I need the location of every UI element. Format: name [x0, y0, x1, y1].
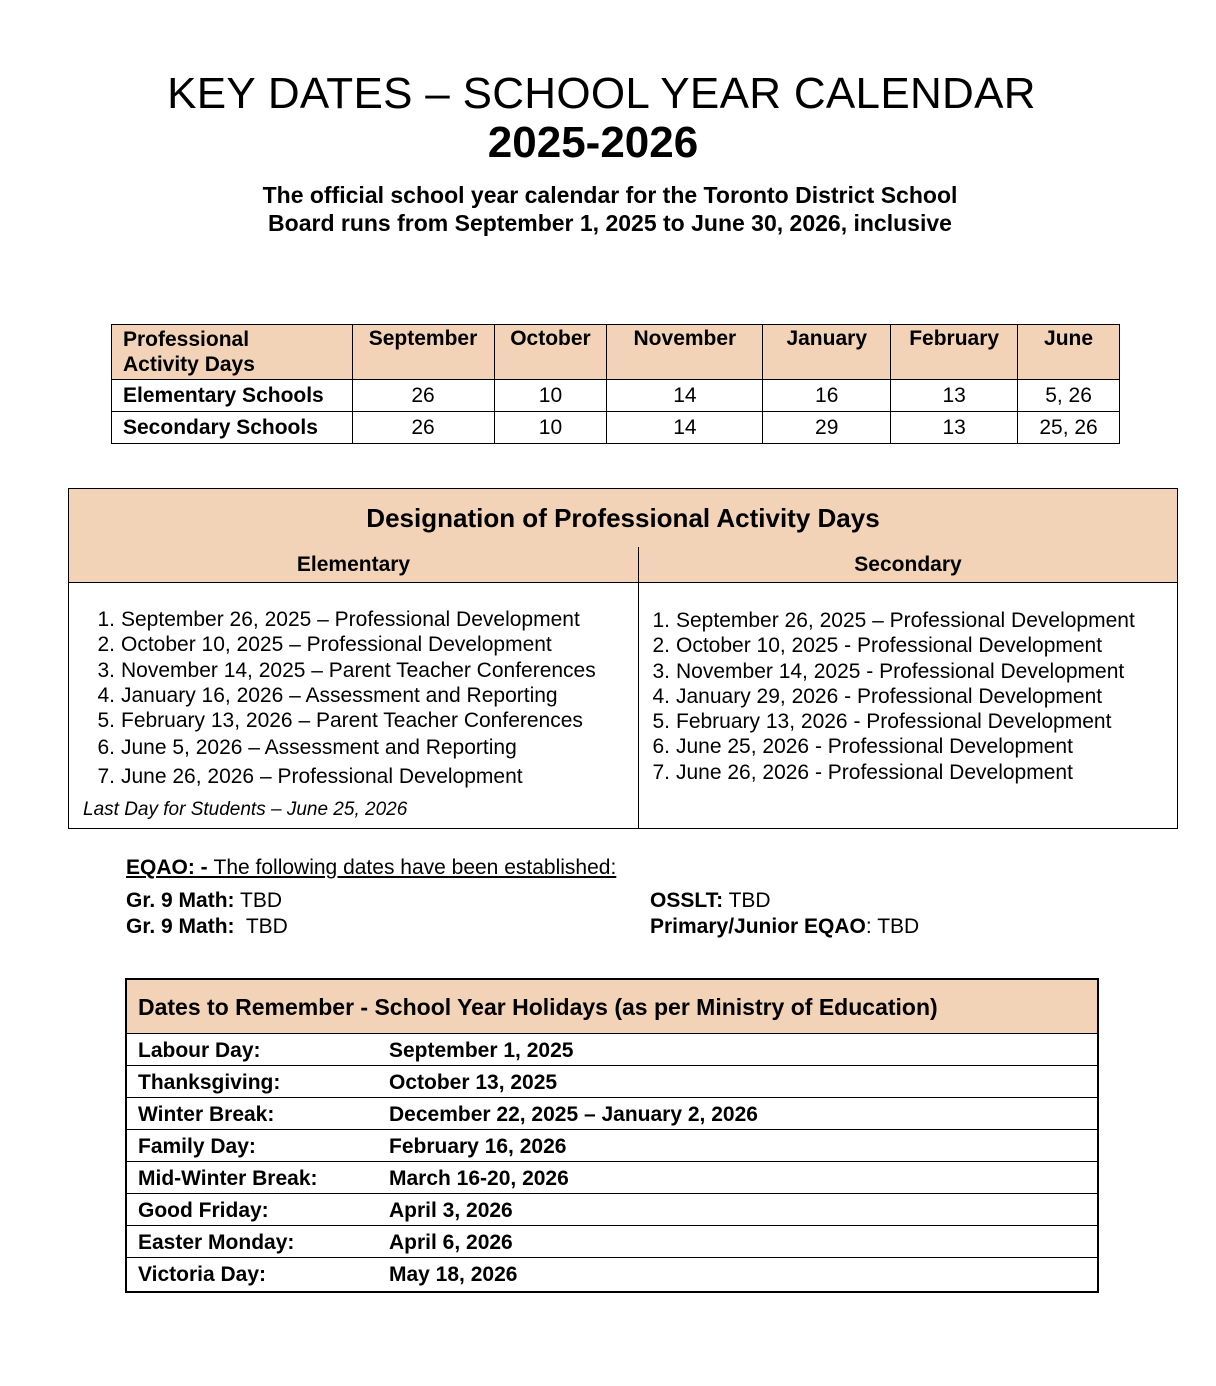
holiday-label: Winter Break: [138, 1103, 275, 1126]
list-text: June 5, 2026 – Assessment and Reporting [121, 736, 517, 760]
subtitle-line-1: The official school year calendar for the Toronto District School [262, 182, 958, 208]
subtitle-line-2: Board runs from September 1, 2025 to June 30, 2026, inclusive [268, 210, 952, 236]
holiday-label: Labour Day: [138, 1039, 261, 1062]
pa-header-line-1: Professional [123, 328, 250, 351]
list-number: 1. [652, 609, 670, 632]
month-header: January [763, 325, 891, 380]
designation-box [68, 488, 1178, 829]
holiday-row [127, 1258, 1097, 1289]
list-item [650, 709, 1135, 734]
table-cell: 13 [891, 380, 1018, 412]
eqao-label: OSSLT: [650, 889, 724, 912]
holidays-title: Dates to Remember - School Year Holidays (as per Ministry of Education) [127, 980, 1097, 1034]
holiday-date: April 3, 2026 [389, 1199, 513, 1222]
holiday-row [127, 1162, 1097, 1194]
list-item [650, 734, 1135, 759]
column-divider [638, 547, 639, 828]
pa-table-corner-header [112, 325, 353, 380]
pa-header-line-2: Activity Days [123, 353, 255, 376]
list-text: January 16, 2026 – Assessment and Reporting [121, 683, 558, 707]
eqao-heading-label: EQAO: - [126, 856, 214, 879]
list-number: 3. [97, 658, 115, 682]
month-header: February [891, 325, 1018, 380]
holiday-label: Good Friday: [138, 1199, 269, 1222]
table-cell: 14 [607, 412, 763, 444]
table-cell: 13 [891, 412, 1018, 444]
holiday-row [127, 1130, 1097, 1162]
secondary-header: Secondary [639, 547, 1177, 583]
list-text: November 14, 2025 - Professional Development [676, 659, 1125, 683]
eqao-label: Gr. 9 Math: [126, 915, 235, 938]
list-item [650, 684, 1135, 709]
list-text: February 13, 2026 - Professional Development [676, 710, 1112, 734]
list-item [650, 659, 1135, 684]
list-number: 7. [652, 760, 670, 784]
holiday-row [127, 1066, 1097, 1098]
list-number: 3. [652, 659, 670, 683]
eqao-heading-text: The following dates have been established: [213, 856, 617, 879]
list-number: 2. [652, 634, 670, 658]
school-year: 2025-2026 [487, 118, 699, 167]
holiday-label: Family Day: [138, 1135, 256, 1158]
list-text: June 25, 2026 - Professional Development [676, 735, 1073, 759]
table-cell: 25, 26 [1018, 412, 1120, 444]
list-item [89, 764, 596, 789]
eqao-value: TBD [234, 889, 282, 912]
elementary-list [89, 607, 596, 789]
pa-table-header-row [112, 325, 1120, 380]
list-text: February 13, 2026 – Parent Teacher Conferences [121, 709, 583, 733]
holiday-date: February 16, 2026 [389, 1135, 567, 1158]
list-number: 1. [97, 608, 115, 631]
holiday-date: October 13, 2025 [389, 1071, 558, 1094]
table-cell: 10 [494, 380, 607, 412]
holiday-date: December 22, 2025 – January 2, 2026 [389, 1103, 758, 1126]
list-number: 6. [652, 735, 670, 759]
row-label: Secondary Schools [112, 412, 353, 444]
list-number: 2. [97, 633, 115, 657]
holiday-date: May 18, 2026 [389, 1263, 518, 1286]
eqao-item [126, 915, 288, 939]
designation-title: Designation of Professional Activity Days [69, 489, 1177, 548]
list-item [89, 658, 596, 683]
holiday-row [127, 1226, 1097, 1258]
list-text: October 10, 2025 - Professional Development [676, 634, 1103, 658]
month-header: June [1018, 325, 1120, 380]
page-title: KEY DATES – SCHOOL YEAR CALENDAR [167, 69, 1036, 118]
list-number: 6. [97, 736, 115, 760]
table-row [112, 380, 1120, 412]
eqao-item [650, 889, 771, 913]
list-item [89, 735, 596, 760]
holidays-box [125, 978, 1099, 1293]
holiday-date: March 16-20, 2026 [389, 1167, 569, 1190]
eqao-label: Primary/Junior EQAO [650, 915, 866, 938]
list-item [89, 683, 596, 708]
list-number: 4. [652, 684, 670, 708]
elementary-header: Elementary [69, 547, 638, 583]
holiday-label: Mid-Winter Break: [138, 1167, 318, 1190]
list-item [650, 760, 1135, 785]
list-item [89, 708, 596, 733]
eqao-item [650, 915, 919, 939]
month-header: November [607, 325, 763, 380]
holiday-label: Thanksgiving: [138, 1071, 281, 1094]
list-number: 5. [97, 709, 115, 733]
subtitle [0, 181, 1216, 237]
table-cell: 26 [352, 412, 494, 444]
list-item [650, 608, 1135, 633]
row-label: Elementary Schools [112, 380, 353, 412]
list-text: June 26, 2026 - Professional Development [676, 760, 1073, 784]
eqao-heading [126, 856, 616, 880]
table-cell: 16 [763, 380, 891, 412]
table-cell: 14 [607, 380, 763, 412]
holiday-row [127, 1034, 1097, 1066]
eqao-value: : TBD [865, 915, 920, 938]
list-text: November 14, 2025 – Parent Teacher Conferences [121, 658, 596, 682]
pa-days-table [111, 324, 1120, 444]
list-item [89, 607, 596, 632]
table-cell: 10 [494, 412, 607, 444]
list-item [89, 632, 596, 657]
eqao-value: TBD [234, 915, 288, 938]
table-cell: 5, 26 [1018, 380, 1120, 412]
secondary-list [650, 608, 1135, 785]
holiday-label: Victoria Day: [138, 1263, 266, 1286]
list-number: 7. [97, 764, 115, 788]
list-number: 5. [652, 710, 670, 734]
list-item [650, 633, 1135, 658]
eqao-label: Gr. 9 Math: [126, 889, 235, 912]
holiday-date: September 1, 2025 [389, 1039, 574, 1062]
holiday-date: April 6, 2026 [389, 1231, 513, 1254]
list-number: 4. [97, 683, 115, 707]
list-text: October 10, 2025 – Professional Development [121, 633, 552, 657]
list-text: September 26, 2025 – Professional Development [121, 608, 580, 631]
month-header: October [494, 325, 607, 380]
eqao-value: TBD [723, 889, 771, 912]
list-text: January 29, 2026 - Professional Development [676, 684, 1103, 708]
holiday-row [127, 1098, 1097, 1130]
table-row [112, 412, 1120, 444]
month-header: September [352, 325, 494, 380]
table-cell: 29 [763, 412, 891, 444]
eqao-item [126, 889, 282, 913]
holiday-label: Easter Monday: [138, 1231, 295, 1254]
list-text: June 26, 2026 – Professional Development [121, 764, 523, 788]
table-cell: 26 [352, 380, 494, 412]
last-day-note: Last Day for Students – June 25, 2026 [83, 799, 408, 820]
holiday-row [127, 1194, 1097, 1226]
list-text: September 26, 2025 – Professional Development [676, 609, 1135, 632]
